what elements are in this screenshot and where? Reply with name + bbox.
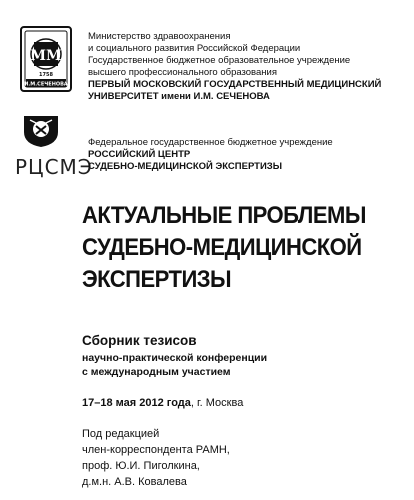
center-name-line-2: СУДЕБНО-МЕДИЦИНСКОЙ ЭКСПЕРТИЗЫ	[88, 161, 283, 172]
university-seal-logo	[20, 26, 72, 92]
editors-block	[82, 426, 230, 490]
date-place-line	[82, 397, 243, 409]
conference-subtitle	[82, 351, 267, 379]
institution-type-line-1: Государственное бюджетное образовательное учреждение	[88, 55, 351, 66]
university-name-line-1: ПЕРВЫЙ МОСКОВСКИЙ ГОСУДАРСТВЕННЫЙ МЕДИЦИНСКИЙ	[88, 79, 382, 90]
title-line-1: АКТУАЛЬНЫЕ ПРОБЛЕМЫ	[82, 202, 366, 229]
conference-line-2: с международным участием	[82, 366, 231, 378]
seal-letters: ММ	[30, 48, 62, 64]
institution-block-1	[88, 31, 408, 103]
title-line-3: ЭКСПЕРТИЗЫ	[82, 266, 232, 293]
university-name-line-2: УНИВЕРСИТЕТ имени И.М. СЕЧЕНОВА	[88, 91, 270, 102]
page-title	[82, 200, 370, 296]
rcsme-emblem-icon	[18, 114, 64, 148]
seal-name: И.М.СЕЧЕНОВА	[24, 81, 68, 88]
editors-line-4: д.м.н. А.В. Ковалева	[82, 476, 187, 488]
editors-line-2: член-корреспондента РАМН,	[82, 444, 230, 456]
title-line-2: СУДЕБНО-МЕДИЦИНСКОЙ	[82, 234, 362, 261]
center-name-line-1: РОССИЙСКИЙ ЦЕНТР	[88, 149, 191, 160]
conference-place: , г. Москва	[190, 397, 244, 409]
rcsme-logo-text: РЦСМЭ	[15, 155, 93, 179]
editors-line-3: проф. Ю.И. Пиголкина,	[82, 460, 200, 472]
center-type-line: Федеральное государственное бюджетное учреждение	[88, 137, 333, 148]
institution-block-2	[88, 137, 408, 173]
editors-line-1: Под редакцией	[82, 428, 160, 440]
seal-year: 1758	[39, 72, 53, 78]
collection-heading: Сборник тезисов	[82, 333, 197, 348]
conference-line-1: научно-практической конференции	[82, 352, 268, 364]
ministry-line-1: Министерство здравоохранения	[88, 31, 231, 42]
ministry-line-2: и социального развития Российской Федерации	[88, 43, 301, 54]
institution-type-line-2: высшего профессионального образования	[88, 67, 277, 78]
conference-dates: 17–18 мая 2012 года	[82, 397, 191, 409]
